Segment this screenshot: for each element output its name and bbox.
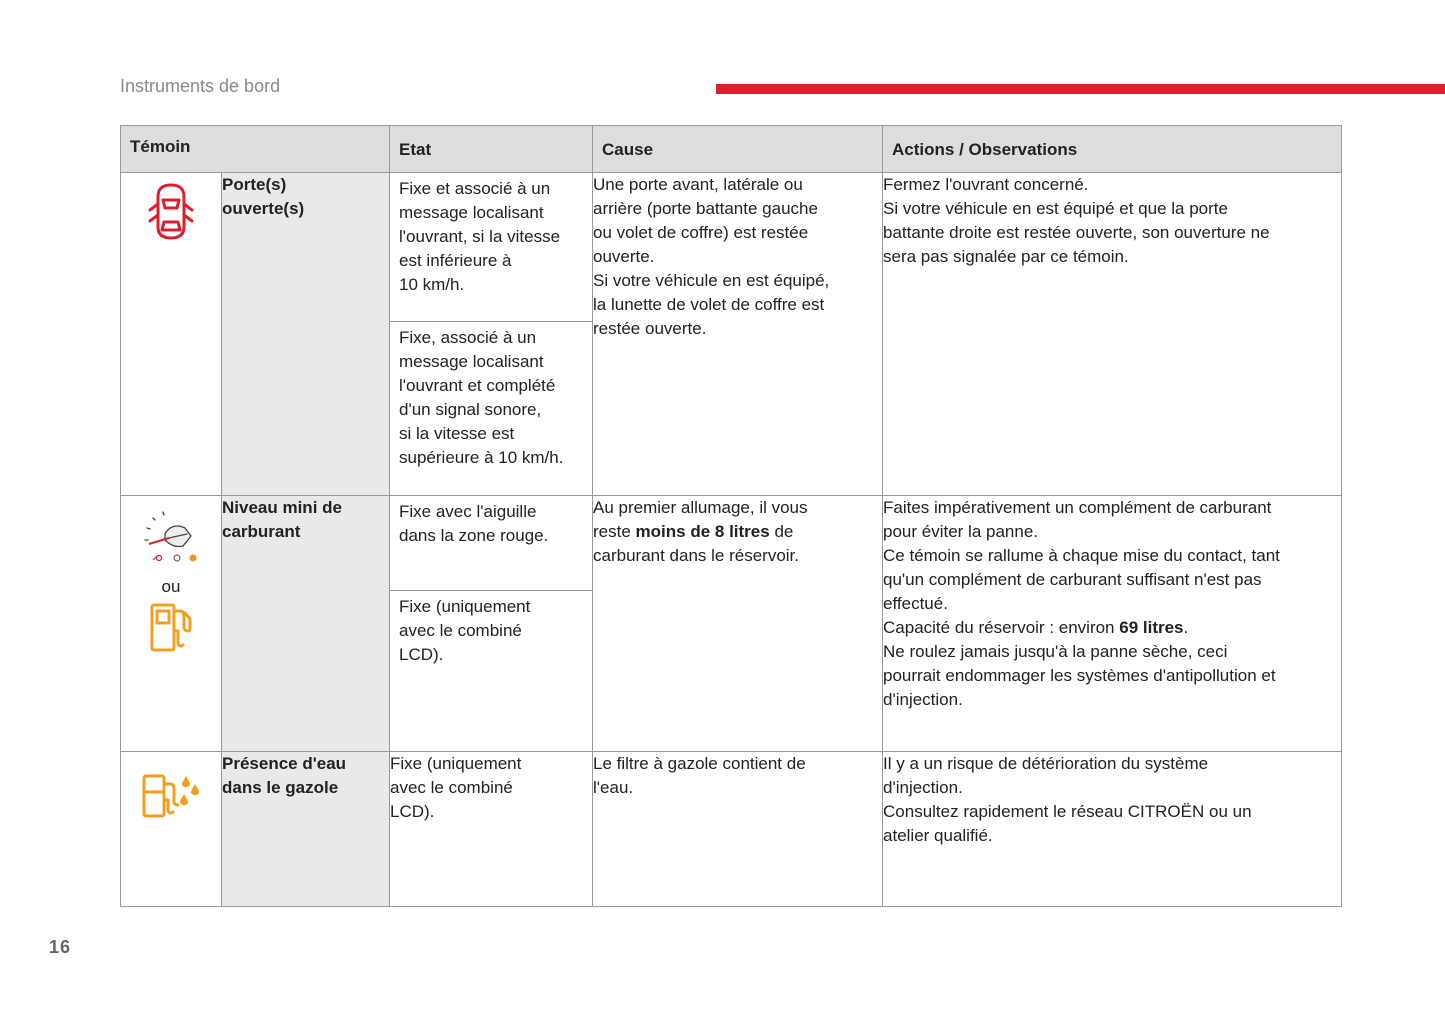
etat-block: Fixe et associé à un message localisant l'ouvrant, si la vitesse est inférieure à 10 km/h. xyxy=(390,173,592,322)
row-label: Présence d'eau dans le gazole xyxy=(222,752,390,907)
col-header-cause: Cause xyxy=(593,126,883,173)
fuel-gauge-icon xyxy=(139,506,203,570)
col-header-temoin: Témoin xyxy=(121,126,390,173)
cause-cell: Au premier allumage, il vous reste moins de 8 litres de carburant dans le réservoir. xyxy=(593,496,883,752)
row-label: Porte(s) ouverte(s) xyxy=(222,173,390,496)
actions-cell: Faites impérativement un complément de carburant pour éviter la panne. Ce témoin se rallume à chaque mise du contact, tant qu'un complément de carburant suffisant n'est pas effectué. Capacité du réservoir : environ 69 litres. Ne roulez jamais jusqu'à la panne sèche, ceci pourrait endommager les systèmes d'antipollution et d'injection. xyxy=(883,496,1342,752)
cause-cell: Une porte avant, latérale ou arrière (porte battante gauche ou volet de coffre) est restée ouverte. Si votre véhicule en est équipé, la lunette de volet de coffre est restée ouverte. xyxy=(593,173,883,496)
table-header-row xyxy=(121,126,1342,173)
table-row xyxy=(121,173,1342,496)
icon-cell xyxy=(121,173,222,496)
row-label: Niveau mini de carburant xyxy=(222,496,390,752)
etat-block: Fixe avec l'aiguille dans la zone rouge. xyxy=(390,496,592,591)
section-title: Instruments de bord xyxy=(120,76,281,96)
door-open-icon xyxy=(147,181,195,241)
icon-cell xyxy=(121,752,222,907)
table-row xyxy=(121,496,1342,752)
etat-cell xyxy=(390,496,593,752)
page-number: 16 xyxy=(49,937,72,957)
table-row xyxy=(121,752,1342,907)
icon-cell xyxy=(121,496,222,752)
col-header-etat: Etat xyxy=(390,126,593,173)
fuel-pump-icon xyxy=(148,601,194,655)
etat-cell: Fixe (uniquement avec le combiné LCD). xyxy=(390,752,593,907)
cause-cell: Le filtre à gazole contient de l'eau. xyxy=(593,752,883,907)
header-accent-bar xyxy=(716,84,1445,94)
actions-cell: Il y a un risque de détérioration du système d'injection. Consultez rapidement le réseau CITROËN ou un atelier qualifié. xyxy=(883,752,1342,907)
etat-block: Fixe, associé à un message localisant l'ouvrant et complété d'un signal sonore, si la vitesse est supérieure à 10 km/h. xyxy=(399,328,564,467)
etat-cell xyxy=(390,173,593,496)
warning-lights-table xyxy=(120,125,1342,907)
water-in-diesel-icon xyxy=(140,772,202,822)
etat-block: Fixe (uniquement avec le combiné LCD). xyxy=(399,597,531,664)
or-label: ou xyxy=(161,577,181,596)
actions-cell: Fermez l'ouvrant concerné. Si votre véhicule en est équipé et que la porte battante droite est restée ouverte, son ouverture ne sera pas signalée par ce témoin. xyxy=(883,173,1342,496)
col-header-actions: Actions / Observations xyxy=(883,126,1342,173)
